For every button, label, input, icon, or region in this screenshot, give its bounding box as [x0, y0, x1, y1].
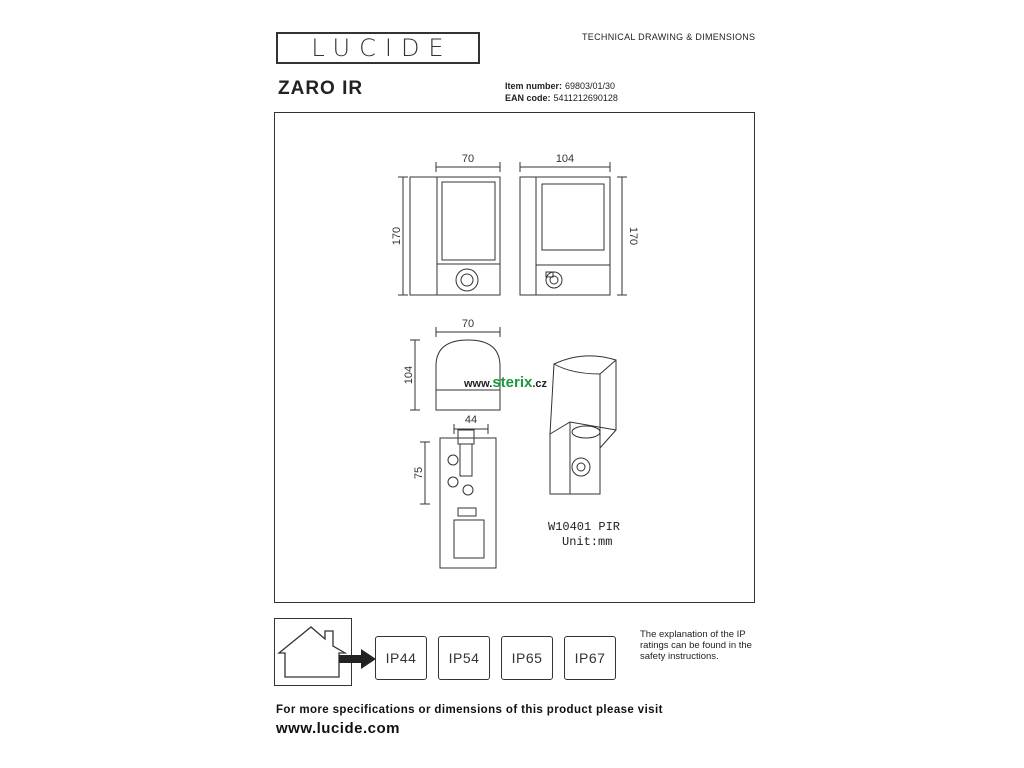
front-height-label: 170	[391, 226, 403, 246]
top-width-label: 70	[461, 318, 475, 330]
ip54-badge: IP54	[438, 636, 490, 680]
watermark-prefix: www.	[464, 378, 493, 390]
footer-text: For more specifications or dimensions of this product please visit	[276, 704, 663, 716]
model-info	[548, 520, 620, 550]
ean-code-value: 5411212690128	[553, 93, 618, 103]
top-view	[410, 327, 500, 410]
arrow-right-icon	[339, 648, 377, 670]
front-view	[398, 162, 500, 295]
model-number: W10401 PIR	[548, 520, 621, 534]
product-name: ZARO IR	[278, 78, 364, 99]
document-title: TECHNICAL DRAWING & DIMENSIONS	[582, 32, 756, 42]
unit-label: Unit:mm	[562, 535, 613, 549]
technical-drawing	[274, 112, 755, 603]
item-number-value: 69803/01/30	[565, 81, 616, 91]
watermark	[464, 374, 547, 391]
front-width-label: 70	[461, 153, 475, 165]
side-width-label: 104	[555, 153, 575, 165]
product-codes	[505, 80, 618, 104]
ip44-badge: IP44	[375, 636, 427, 680]
footer-website-link[interactable]: www.lucide.com	[276, 720, 400, 737]
watermark-suffix: .cz	[532, 378, 548, 390]
back-width-label: 44	[464, 414, 478, 426]
lucide-logo: LUCIDE	[276, 32, 480, 64]
item-number-row	[505, 80, 618, 92]
side-height-label: 170	[627, 226, 639, 246]
back-view	[420, 424, 496, 568]
ip65-badge: IP65	[501, 636, 553, 680]
ip67-badge: IP67	[564, 636, 616, 680]
watermark-brand: sterix	[492, 374, 533, 391]
perspective-view	[550, 356, 616, 494]
ip-explanation-note: The explanation of the IP ratings can be found in the safety instructions.	[640, 629, 752, 662]
side-view	[520, 162, 627, 295]
ean-code-row	[505, 92, 618, 104]
item-number-label: Item number:	[505, 81, 563, 91]
ean-code-label: EAN code:	[505, 93, 551, 103]
back-height-label: 75	[413, 466, 425, 480]
top-depth-label: 104	[403, 365, 415, 385]
